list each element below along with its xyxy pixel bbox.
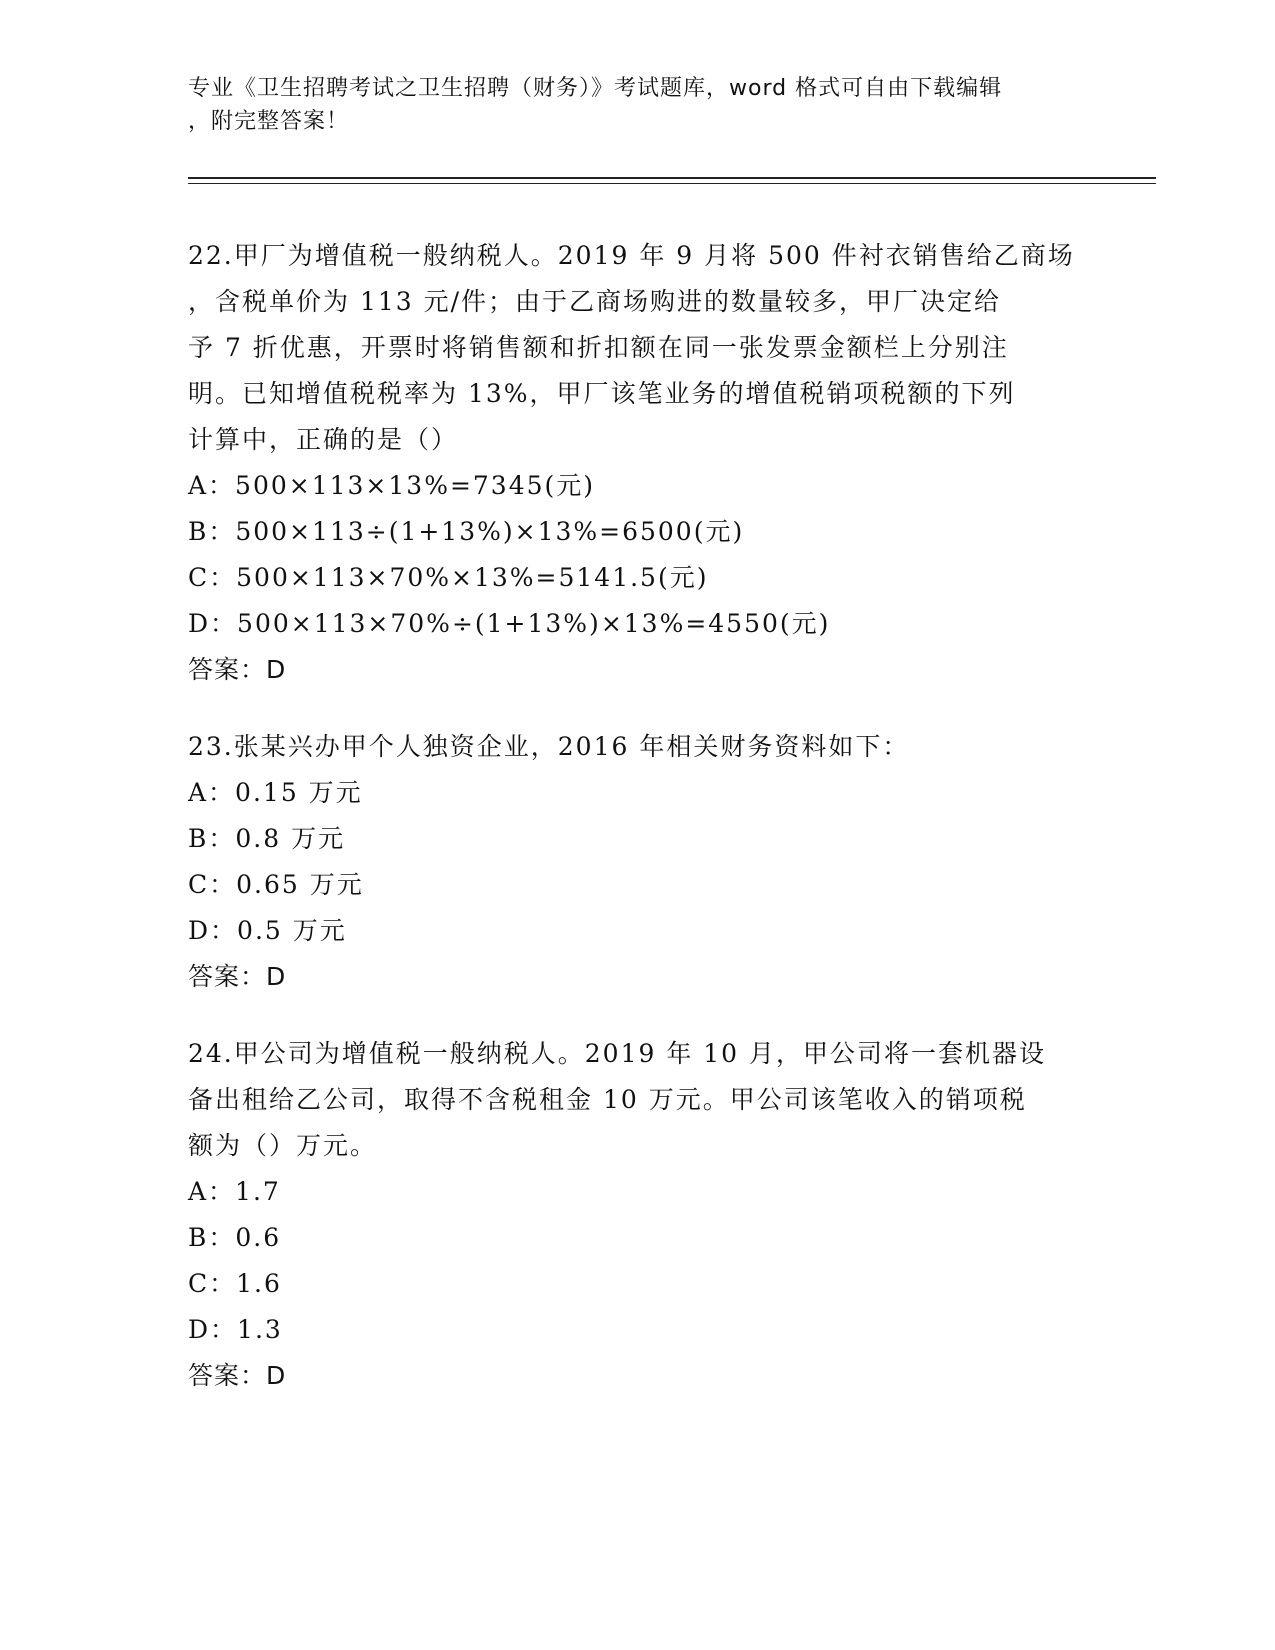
option-b: B：0.8 万元 <box>188 824 346 853</box>
header-divider-thick <box>188 177 1156 179</box>
option-a: A：0.15 万元 <box>188 778 363 807</box>
option-c: C：1.6 <box>188 1269 282 1298</box>
answer: 答案：D <box>188 655 287 684</box>
header-divider-thin <box>188 183 1156 184</box>
stem-line: 明。已知增值税税率为 13%，甲厂该笔业务的增值税销项税额的下列 <box>188 379 1016 408</box>
option-d: D：1.3 <box>188 1315 283 1344</box>
stem-line: 备出租给乙公司，取得不含税租金 10 万元。甲公司该笔收入的销项税 <box>188 1085 1027 1114</box>
option-c: C：0.65 万元 <box>188 870 364 899</box>
stem-line: 计算中，正确的是（） <box>188 425 459 454</box>
header-line-1: 专业《卫生招聘考试之卫生招聘（财务）》考试题库，word 格式可自由下载编辑 <box>188 76 1003 101</box>
option-d: D：0.5 万元 <box>188 916 347 945</box>
option-a: A：1.7 <box>188 1177 281 1206</box>
header-line-2: ，附完整答案！ <box>188 109 350 134</box>
document-header <box>188 72 1068 138</box>
option-b: B：0.6 <box>188 1223 282 1252</box>
question-22 <box>188 233 1088 693</box>
answer: 答案：D <box>188 1361 287 1390</box>
stem-line: 24.甲公司为增值税一般纳税人。2019 年 10 月，甲公司将一套机器设 <box>188 1039 1047 1068</box>
stem-line: 22.甲厂为增值税一般纳税人。2019 年 9 月将 500 件衬衣销售给乙商场 <box>188 241 1075 270</box>
option-a: A：500×113×13%=7345(元) <box>188 471 596 500</box>
stem-line: 额为（）万元。 <box>188 1131 378 1160</box>
question-23 <box>188 724 1088 1000</box>
question-stem <box>188 233 1088 463</box>
option-b: B：500×113÷(1+13%)×13%=6500(元) <box>188 517 745 546</box>
question-24 <box>188 1031 1088 1399</box>
question-list <box>188 233 1088 1430</box>
question-stem <box>188 724 1088 770</box>
question-stem <box>188 1031 1088 1169</box>
answer: 答案：D <box>188 962 287 991</box>
stem-line: 予 7 折优惠，开票时将销售额和折扣额在同一张发票金额栏上分别注 <box>188 333 1009 362</box>
stem-line: ，含税单价为 113 元/件；由于乙商场购进的数量较多，甲厂决定给 <box>188 287 1002 316</box>
option-d: D：500×113×70%÷(1+13%)×13%=4550(元) <box>188 609 831 638</box>
option-c: C：500×113×70%×13%=5141.5(元) <box>188 563 709 592</box>
stem-line: 23.张某兴办甲个人独资企业，2016 年相关财务资料如下： <box>188 732 910 761</box>
